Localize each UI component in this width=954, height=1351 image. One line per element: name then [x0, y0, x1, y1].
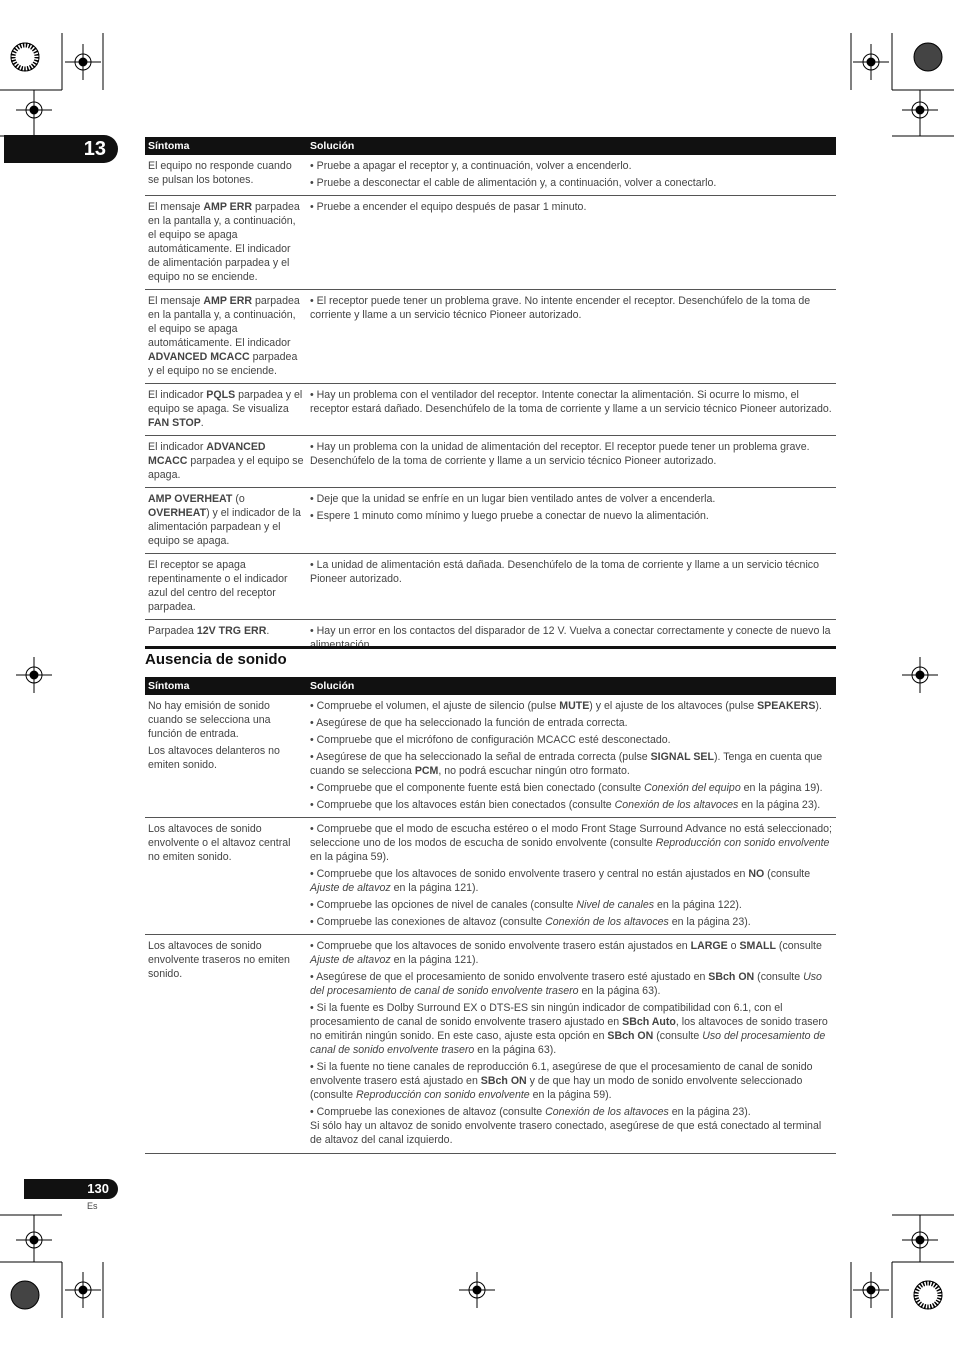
text-run: • Compruebe que el modo de escucha estéreo o el modo Front Stage Surround Advance no está seleccionado; seleccione uno de los modos de escucha de sonido envolvente (consulte	[310, 823, 832, 849]
cross-reference: Conexión del equipo	[644, 782, 741, 794]
table-row	[145, 554, 836, 620]
bold-label: SBch Auto	[622, 1016, 676, 1028]
text-run: • Compruebe que los altavoces de sonido envolvente trasero y central no están ajustados en	[310, 868, 749, 880]
solution-item	[310, 798, 833, 812]
bold-label: FAN STOP	[148, 417, 201, 429]
solution-cell	[307, 196, 836, 290]
cross-reference: Reproducción con sonido envolvente	[355, 1089, 530, 1101]
text-run: (consulte	[653, 1030, 703, 1042]
text-run: en la página 63).	[474, 1044, 557, 1056]
table-header-row	[145, 677, 836, 695]
text-run: o	[727, 940, 740, 952]
text-run: en la página 19).	[740, 782, 823, 794]
symptom-cell	[145, 436, 307, 488]
bold-label: PCM	[414, 765, 439, 777]
solution-item	[310, 294, 833, 322]
symptom-cell	[145, 155, 307, 196]
solution-cell	[307, 290, 836, 384]
cross-reference: Ajuste de altavoz	[310, 882, 391, 894]
solution-item	[310, 492, 833, 506]
text-run: • Asegúrese de que el procesamiento de sonido envolvente trasero esté ajustado en	[310, 971, 709, 983]
cross-reference: Uso del procesamiento de canal de sonido envolvente trasero	[310, 971, 822, 997]
bold-label: LARGE	[690, 940, 728, 952]
symptom-paragraph	[148, 822, 304, 864]
bold-label: SBch ON	[607, 1030, 654, 1042]
text-run: .	[200, 417, 204, 429]
header-solution: Solución	[307, 137, 836, 155]
text-run: ) y el ajuste de los altavoces (pulse	[589, 700, 758, 712]
text-run: El equipo no responde cuando se pulsan los botones.	[148, 160, 292, 186]
cross-reference: Conexión de los altavoces	[614, 799, 739, 811]
bold-label: PQLS	[206, 389, 236, 401]
solution-item	[310, 822, 833, 864]
text-run: parpadea en la pantalla y, a continuación, el equipo se apaga automáticamente. El indicador	[148, 295, 300, 349]
solution-item	[310, 781, 833, 795]
cross-reference: Uso del procesamiento de canal de sonido envolvente trasero	[310, 1030, 826, 1056]
solution-item	[310, 716, 833, 730]
symptom-cell	[145, 935, 307, 1153]
text-run: • Hay un problema con la unidad de alimentación del receptor. El receptor puede tener un problema grave. Desenchúfelo de la toma de corriente y llame a un servicio técnico Pioneer autorizado.	[310, 441, 810, 467]
text-run: • Pruebe a encender el equipo después de pasar 1 minuto.	[310, 201, 587, 213]
solution-item	[310, 733, 833, 747]
solution-cell	[307, 620, 836, 658]
symptom-cell	[145, 488, 307, 554]
solution-cell	[307, 554, 836, 620]
solution-cell	[307, 384, 836, 436]
solution-item	[310, 1105, 833, 1147]
table	[145, 677, 836, 1152]
text-run: en la página 23).	[668, 1106, 751, 1118]
solution-item	[310, 558, 833, 586]
table-end-rule	[145, 1153, 836, 1154]
text-run: en la página 122).	[654, 899, 742, 911]
table-row	[145, 488, 836, 554]
text-run: • Asegúrese de que ha seleccionado la función de entrada correcta.	[310, 717, 628, 729]
symptom-cell	[145, 290, 307, 384]
header-symptom: Síntoma	[145, 137, 307, 155]
solution-item	[310, 898, 833, 912]
solution-item	[310, 176, 833, 190]
bold-label: AMP ERR	[203, 201, 253, 213]
text-run: parpadea y el equipo no se enciende.	[148, 351, 298, 377]
text-run: El mensaje	[148, 201, 204, 213]
text-run: parpadea y el equipo se apaga.	[148, 455, 304, 481]
symptom-cell	[145, 554, 307, 620]
text-run: El mensaje	[148, 295, 204, 307]
text-run: parpadea en la pantalla y, a continuación, el equipo se apaga automáticamente. El indicador de alimentación parpadea y el equipo no se enciende.	[148, 201, 300, 283]
text-run: • Si la fuente es Dolby Surround EX o DTS-ES sin ningún indicador de compatibilidad con 6.1, con el procesamiento de canal de sonido envolvente trasero ajustado en	[310, 1002, 783, 1028]
text-run: • Compruebe que los altavoces están bien conectados (consulte	[310, 799, 615, 811]
text-run: Los altavoces delanteros no emiten sonido.	[148, 745, 280, 771]
header-solution: Solución	[307, 677, 836, 695]
symptom-paragraph	[148, 699, 304, 741]
symptom-cell	[145, 196, 307, 290]
solution-cell	[307, 488, 836, 554]
solution-item	[310, 915, 833, 929]
solution-item	[310, 388, 833, 416]
text-run: El indicador	[148, 441, 207, 453]
text-run: , no podrá escuchar ningún otro formato.	[438, 765, 630, 777]
section-title: Ausencia de sonido	[145, 651, 287, 668]
chapter-tab: 13	[4, 135, 118, 163]
header-symptom: Síntoma	[145, 677, 307, 695]
bold-label: SIGNAL SEL	[650, 751, 714, 763]
text-run: • Hay un error en los contactos del disparador de 12 V. Vuelva a conectar correctamente y conecte de nuevo la alimentación.	[310, 625, 831, 651]
text-run: en la página 23).	[738, 799, 821, 811]
text-run: en la página 121).	[390, 954, 479, 966]
text-run: ). Tenga en cuenta que cuando se selecciona	[310, 751, 823, 777]
table-row	[145, 436, 836, 488]
cross-reference: Ajuste de altavoz	[310, 954, 391, 966]
symptom-paragraph	[148, 744, 304, 772]
solution-cell	[307, 155, 836, 196]
symptom-cell	[145, 695, 307, 818]
bold-label: AMP ERR	[203, 295, 253, 307]
table-row	[145, 155, 836, 196]
bold-label: SBch ON	[480, 1075, 527, 1087]
text-run: • La unidad de alimentación está dañada. Desenchúfelo de la toma de corriente y llame a un servicio técnico Pioneer autorizado.	[310, 559, 819, 585]
text-run: ).	[815, 700, 822, 712]
troubleshooting-table-general	[145, 137, 836, 657]
text-run: El receptor se apaga repentinamente o el indicador azul del centro del receptor parpadea.	[148, 559, 288, 613]
table-row	[145, 384, 836, 436]
text-run: en la página 59).	[529, 1089, 612, 1101]
text-run: • Pruebe a desconectar el cable de alimentación y, a continuación, volver a conectarlo.	[310, 177, 717, 189]
bold-label: SBch ON	[708, 971, 755, 983]
text-run: • Compruebe que el micrófono de configuración MCACC esté desconectado.	[310, 734, 671, 746]
bold-label: 12V TRG ERR	[196, 625, 267, 637]
solution-cell	[307, 818, 836, 935]
text-run: • Pruebe a apagar el receptor y, a continuación, volver a encenderlo.	[310, 160, 632, 172]
symptom-cell	[145, 818, 307, 935]
bold-label: AMP OVERHEAT	[148, 493, 233, 505]
text-run: Parpadea	[148, 625, 197, 637]
text-run: Los altavoces de sonido envolvente o el altavoz central no emiten sonido.	[148, 823, 291, 863]
text-run: en la página 63).	[578, 985, 661, 997]
cross-reference: Nivel de canales	[576, 899, 655, 911]
table-row	[145, 695, 836, 818]
bold-label: SMALL	[739, 940, 776, 952]
language-code: Es	[87, 1201, 98, 1211]
text-run: (consulte	[754, 971, 804, 983]
text-run: • El receptor puede tener un problema grave. No intente encender el receptor. Desenchúfelo de la toma de corriente y llame a un servicio técnico Pioneer autorizado.	[310, 295, 811, 321]
text-run: • Hay un problema con el ventilador del receptor. Intente conectar la alimentación. Si ocurre lo mismo, el receptor estará dañado. Desenchúfelo de la toma de corriente y llame a un servicio técnico Pioneer autorizado.	[310, 389, 832, 415]
text-run: en la página 59).	[310, 851, 389, 863]
page-number: 130	[24, 1179, 118, 1199]
text-run: • Compruebe las conexiones de altavoz (consulte	[310, 1106, 546, 1118]
text-run: • Asegúrese de que ha seleccionado la señal de entrada correcta (pulse	[310, 751, 651, 763]
section-rule	[145, 646, 836, 649]
text-run: • Compruebe que los altavoces de sonido envolvente trasero están ajustados en	[310, 940, 691, 952]
text-run: • Deje que la unidad se enfríe en un lugar bien ventilado antes de volver a encenderla.	[310, 493, 716, 505]
text-run: ) y el indicador de la alimentación parpadean y el equipo se apaga.	[148, 507, 301, 547]
solution-item	[310, 970, 833, 998]
cross-reference: Conexión de los altavoces	[545, 1106, 669, 1118]
bold-label: ADVANCED MCACC	[148, 351, 250, 363]
text-run: No hay emisión de sonido cuando se selecciona una función de entrada.	[148, 700, 271, 740]
text-run: • Si la fuente no tiene canales de reproducción 6.1, asegúrese de que el procesamiento de canal de sonido envolvente trasero está ajustado en	[310, 1061, 813, 1087]
symptom-paragraph	[148, 939, 304, 981]
solution-item	[310, 159, 833, 173]
text-run: (consulte	[775, 940, 822, 952]
text-run: en la página 23).	[668, 916, 751, 928]
text-run: Los altavoces de sonido envolvente traseros no emiten sonido.	[148, 940, 290, 980]
solution-item	[310, 1060, 833, 1102]
table	[145, 137, 836, 657]
troubleshooting-table-no-sound	[145, 677, 836, 1152]
solution-item	[310, 750, 833, 778]
bold-label: SPEAKERS	[757, 700, 816, 712]
text-run: en la página 121).	[390, 882, 479, 894]
table-header-row	[145, 137, 836, 155]
table-row	[145, 935, 836, 1153]
table-row	[145, 290, 836, 384]
solution-item	[310, 867, 833, 895]
solution-cell	[307, 935, 836, 1153]
solution-item	[310, 1001, 833, 1057]
cross-reference: Conexión de los altavoces	[545, 916, 669, 928]
cross-reference: Reproducción con sonido envolvente	[655, 837, 830, 849]
solution-item	[310, 939, 833, 967]
symptom-cell	[145, 384, 307, 436]
solution-cell	[307, 436, 836, 488]
text-run: y de que hay un modo de sonido envolvente seleccionado (consulte	[310, 1075, 803, 1101]
text-run: • Compruebe las opciones de nivel de canales (consulte	[310, 899, 577, 911]
table-row	[145, 196, 836, 290]
text-run: • Compruebe que el componente fuente está bien conectado (consulte	[310, 782, 645, 794]
text-run: (o	[232, 493, 245, 505]
bold-label: ADVANCED MCACC	[148, 441, 266, 467]
solution-item	[310, 699, 833, 713]
text-run: • Compruebe el volumen, el ajuste de silencio (pulse	[310, 700, 560, 712]
text-run: Si sólo hay un altavoz de sonido envolvente trasero conectado, asegúrese de que está conectado al terminal de altavoz del canal izquierdo.	[310, 1120, 822, 1146]
text-run: • Compruebe las conexiones de altavoz (consulte	[310, 916, 546, 928]
table-row	[145, 818, 836, 935]
bold-label: OVERHEAT	[148, 507, 207, 519]
bold-label: MUTE	[559, 700, 590, 712]
text-run: (consulte	[764, 868, 811, 880]
text-run: El indicador	[148, 389, 207, 401]
solution-item	[310, 200, 833, 214]
text-run: .	[266, 625, 270, 637]
solution-cell	[307, 695, 836, 818]
text-run: • Espere 1 minuto como mínimo y luego pruebe a conectar de nuevo la alimentación.	[310, 510, 709, 522]
bold-label: NO	[748, 868, 765, 880]
text-run: , los altavoces de sonido trasero no emitirán ningún sonido. En este caso, ajuste esta opción en	[310, 1016, 828, 1042]
solution-item	[310, 440, 833, 468]
text-run: parpadea y el equipo se apaga. Se visualiza	[148, 389, 303, 415]
solution-item	[310, 509, 833, 523]
